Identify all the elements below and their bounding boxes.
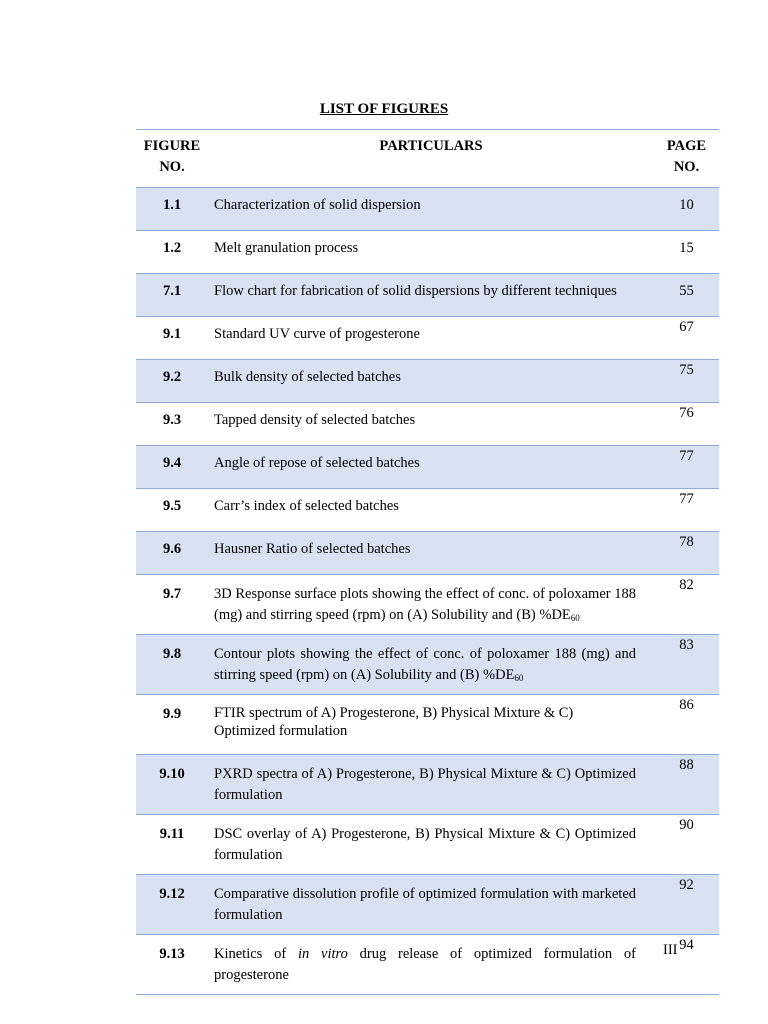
table-row — [136, 635, 719, 695]
page-title: LIST OF FIGURES — [319, 101, 449, 117]
figure-description: Standard UV curve of progesterone — [208, 317, 654, 360]
figure-description: 3D Response surface plots showing the effect of conc. of poloxamer 188 (mg) and stirring speed (rpm) on (A) Solubility and (B) $\%DE_{60}$ — [208, 575, 654, 635]
table-row — [136, 935, 719, 995]
page-number: 88 — [654, 755, 719, 815]
figure-number: 7.1 — [136, 274, 208, 317]
figure-number: 9.3 — [136, 403, 208, 446]
table-row — [136, 695, 719, 755]
figure-description: PXRD spectra of A) Progesterone, B) Physical Mixture & C) Optimized formulation — [208, 755, 654, 815]
figure-description: Flow chart for fabrication of solid dispersions by different techniques — [208, 274, 654, 317]
figure-number: 9.4 — [136, 446, 208, 489]
table-row — [136, 875, 719, 935]
figure-description: Melt granulation process — [208, 231, 654, 274]
table-row — [136, 317, 719, 360]
page-footer-number: III — [663, 942, 678, 958]
figure-number: 9.6 — [136, 532, 208, 575]
figure-number: 9.1 — [136, 317, 208, 360]
table-row — [136, 532, 719, 575]
table-row — [136, 755, 719, 815]
figure-description: FTIR spectrum of A) Progesterone, B) Physical Mixture & C) Optimized formulation — [208, 695, 654, 755]
figure-number: 1.1 — [136, 188, 208, 231]
figure-number: 9.13 — [136, 935, 208, 995]
table-row — [136, 231, 719, 274]
page-number: 75 — [654, 360, 719, 403]
figure-description: Hausner Ratio of selected batches — [208, 532, 654, 575]
page-number: 76 — [654, 403, 719, 446]
page-number: 15 — [654, 231, 719, 274]
figures-table — [136, 129, 719, 995]
page-number: 94 — [654, 935, 719, 995]
figure-description: Tapped density of selected batches — [208, 403, 654, 446]
italic-text: in vitro — [297, 946, 348, 962]
page-number: 10 — [654, 188, 719, 231]
header-particulars: PARTICULARS — [208, 130, 654, 188]
page-number: 90 — [654, 815, 719, 875]
figure-description: Kinetics of in vitro drug release of optimized formulation of progesterone — [208, 935, 654, 995]
page-number: 82 — [654, 575, 719, 635]
figure-number: 9.5 — [136, 489, 208, 532]
subscript: 60 — [570, 612, 580, 623]
page-number: 83 — [654, 635, 719, 695]
figure-description: Comparative dissolution profile of optimized formulation with marketed formulation — [208, 875, 654, 935]
page-number: 86 — [654, 695, 719, 755]
header-figure-no: FIGURE NO. — [136, 130, 208, 188]
page-number: 67 — [654, 317, 719, 360]
figure-description: DSC overlay of A) Progesterone, B) Physical Mixture & C) Optimized formulation — [208, 815, 654, 875]
figure-number: 1.2 — [136, 231, 208, 274]
figure-number: 9.11 — [136, 815, 208, 875]
table-row — [136, 360, 719, 403]
figure-number: 9.9 — [136, 695, 208, 755]
figure-description: Characterization of solid dispersion — [208, 188, 654, 231]
subscript: 60 — [514, 672, 524, 683]
figure-number: 9.10 — [136, 755, 208, 815]
figure-description: Bulk density of selected batches — [208, 360, 654, 403]
header-page-no: PAGE NO. — [654, 130, 719, 188]
page-number: 92 — [654, 875, 719, 935]
figure-description: Carr’s index of selected batches — [208, 489, 654, 532]
page-number: 55 — [654, 274, 719, 317]
table-row — [136, 575, 719, 635]
figure-description: Contour plots showing the effect of conc. of poloxamer 188 (mg) and stirring speed (rpm) on (A) Solubility and (B) $\%DE_{60}$ — [208, 635, 654, 695]
page-number: 77 — [654, 489, 719, 532]
table-row — [136, 489, 719, 532]
figure-number: 9.7 — [136, 575, 208, 635]
figure-number: 9.12 — [136, 875, 208, 935]
table-row — [136, 446, 719, 489]
figure-number: 9.8 — [136, 635, 208, 695]
table-row — [136, 188, 719, 231]
figure-number: 9.2 — [136, 360, 208, 403]
page-number: 77 — [654, 446, 719, 489]
figure-description: Angle of repose of selected batches — [208, 446, 654, 489]
table-header-row — [136, 130, 719, 188]
table-row — [136, 403, 719, 446]
table-row — [136, 274, 719, 317]
table-row — [136, 815, 719, 875]
page-number: 78 — [654, 532, 719, 575]
